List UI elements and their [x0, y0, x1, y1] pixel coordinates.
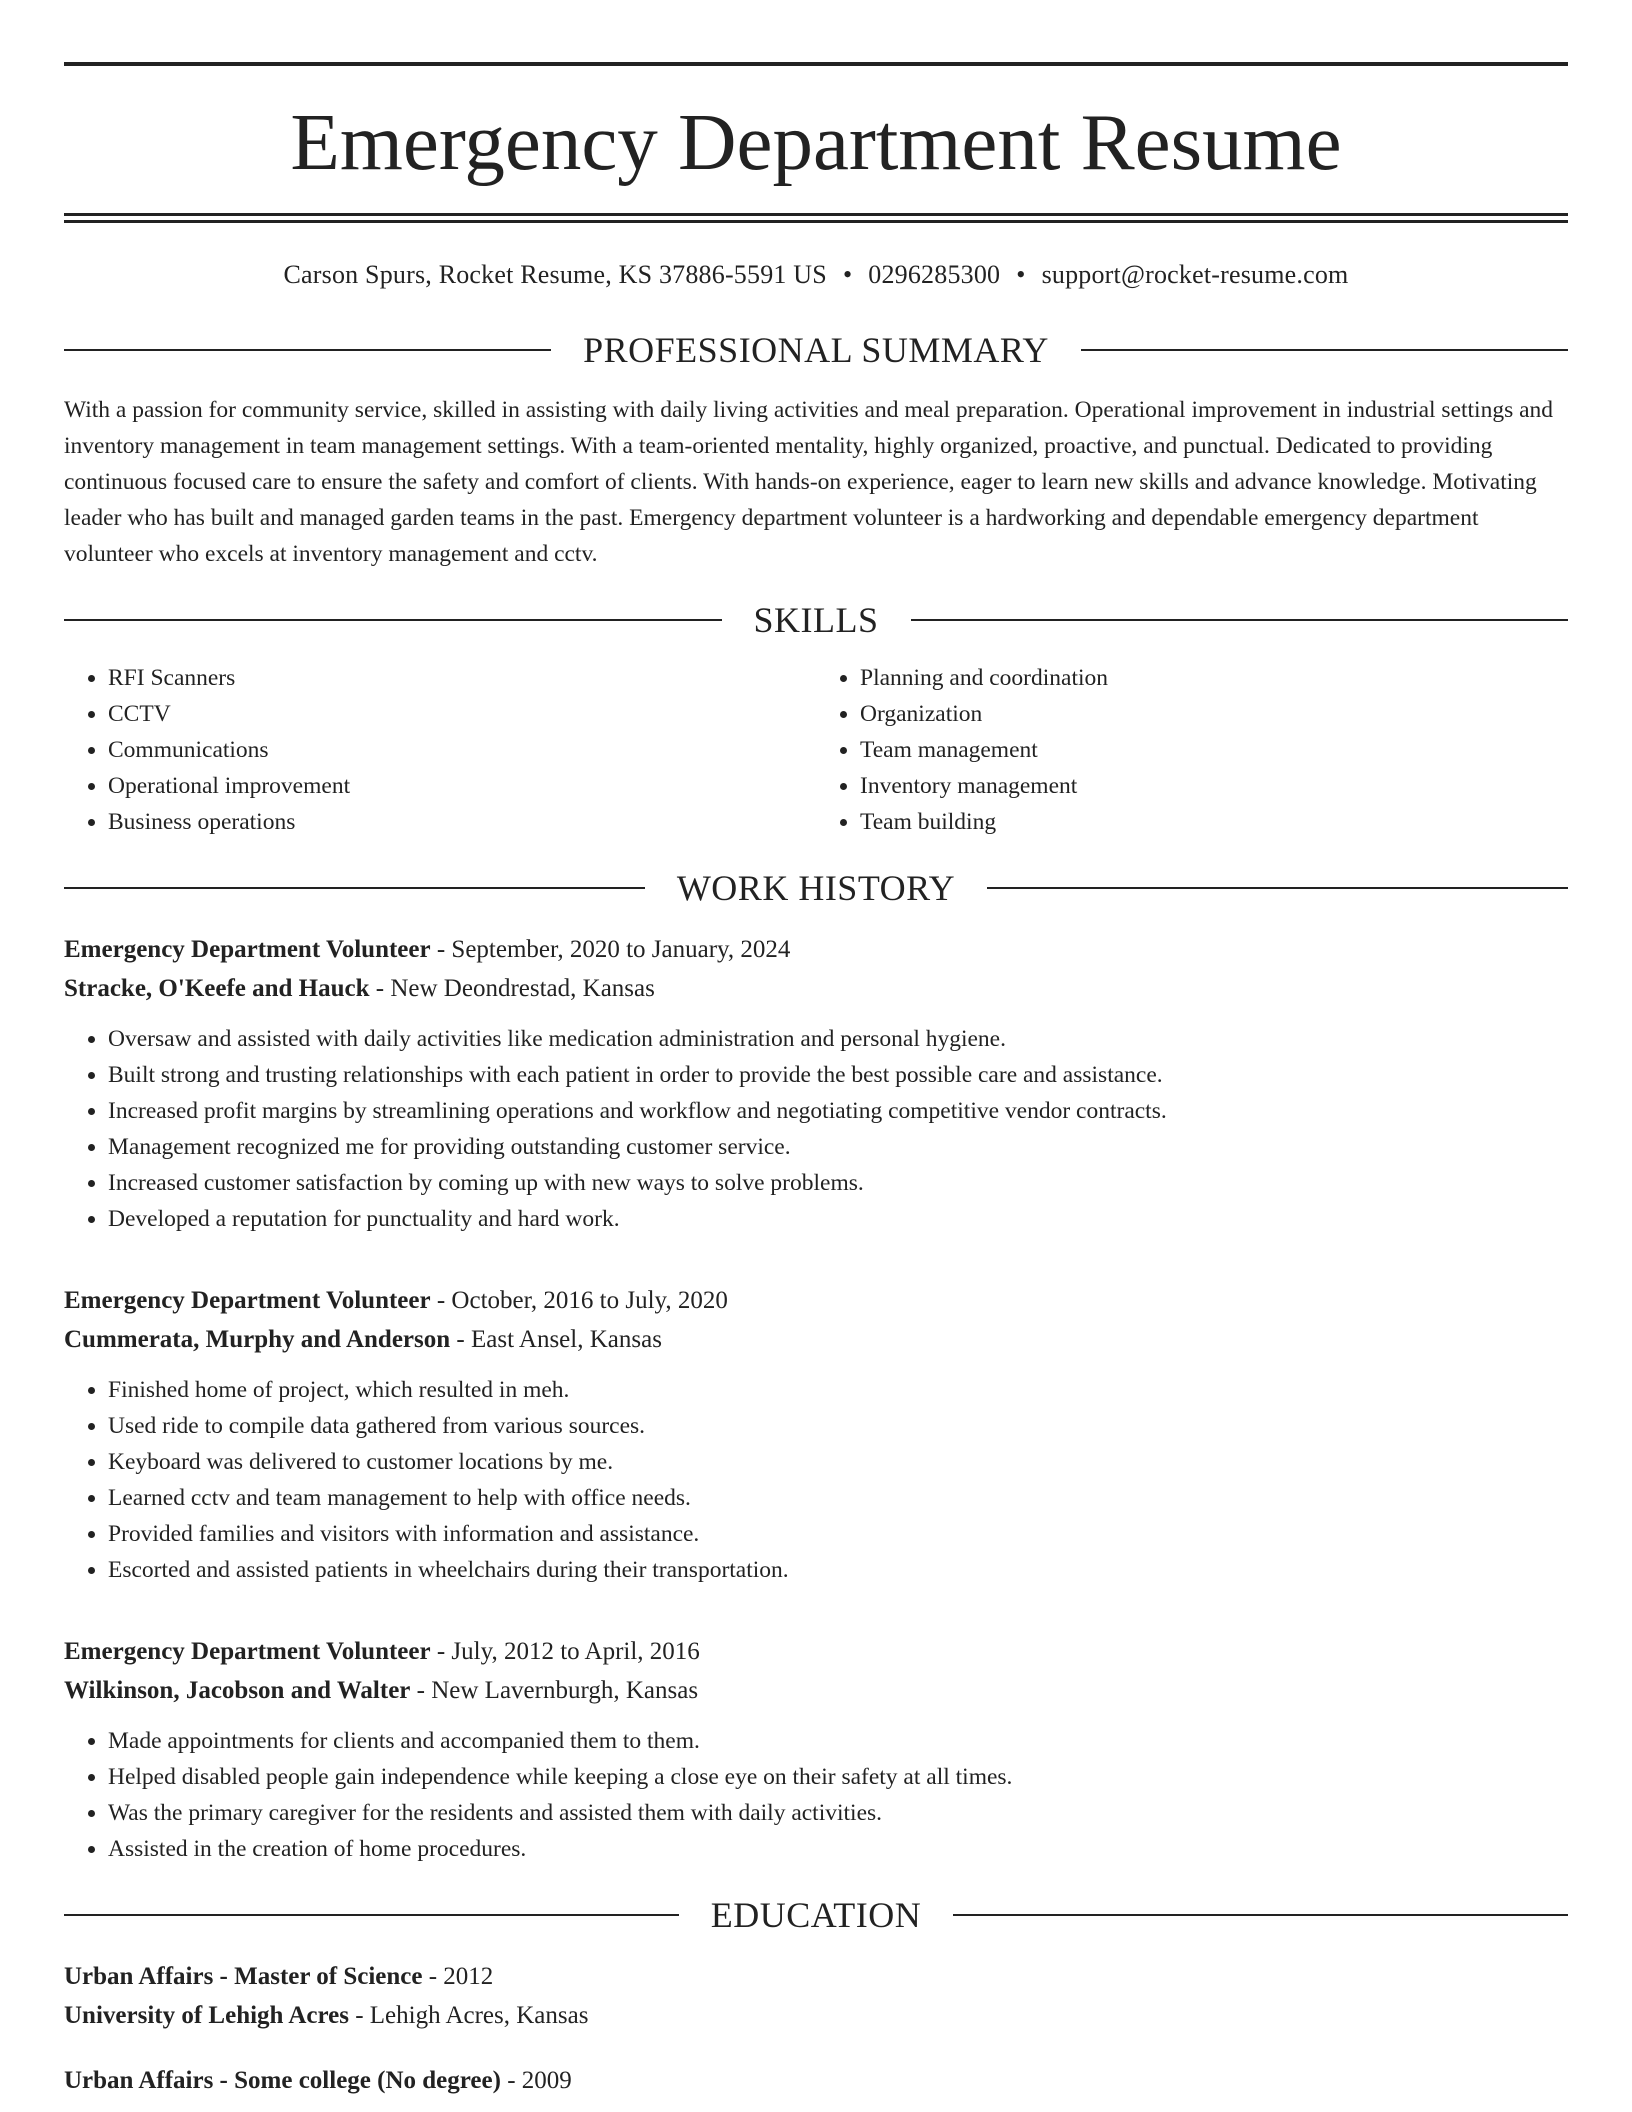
job-dates: - September, 2020 to January, 2024 [430, 936, 791, 964]
education-degree: Urban Affairs - Some college (No degree) [64, 2067, 501, 2095]
job-employer: Wilkinson, Jacobson and Walter [64, 1677, 411, 1705]
section-title-education: EDUCATION [710, 1895, 922, 1936]
job-entry [64, 1632, 1568, 1867]
section-rule-right [911, 619, 1569, 621]
education-year: - 2009 [500, 2067, 572, 2095]
section-rule-left [64, 1914, 679, 1916]
section-rule-left [64, 349, 551, 351]
job-bullet: • Used ride to compile data gathered from various sources. [108, 1408, 1568, 1444]
job-bullet: • Provided families and visitors with information and assistance. [108, 1516, 1568, 1552]
contact-separator: • [842, 260, 853, 289]
section-header-summary [64, 330, 1568, 371]
job-location: - New Lavernburgh, Kansas [410, 1677, 699, 1705]
skill-item: • Team building [860, 804, 1568, 840]
summary-paragraph: With a passion for community service, skilled in assisting with daily living activities and meal preparation. Operational improvement in industrial settings and inventory management in team management settings. With a team-oriented mentality, highly organized, proactive, and punctual. Dedicated to providing continuous focused care to ensure the safety and comfort of clients. With hands-on experience, eager to learn new skills and advance knowledge. Motivating leader who has built and managed garden teams in the past. Emergency department volunteer is a hardworking and dependable emergency department volunteer who excels at inventory management and cctv. [64, 397, 1554, 568]
job-role: Emergency Department Volunteer [64, 936, 431, 964]
education-year: - 2012 [422, 1963, 494, 1991]
skill-item: • RFI Scanners [108, 660, 816, 696]
job-bullets [64, 1372, 1568, 1588]
section-header-skills [64, 600, 1568, 641]
job-bullet: • Developed a reputation for punctuality and hard work. [108, 1201, 1568, 1237]
education-degree-line [64, 1957, 1568, 1996]
skill-item: • Inventory management [860, 768, 1568, 804]
job-bullet: • Management recognized me for providing outstanding customer service. [108, 1129, 1568, 1165]
section-header-education [64, 1895, 1568, 1936]
job-title-line [64, 1281, 1568, 1320]
section-rule-right [987, 887, 1568, 889]
contact-line [64, 259, 1568, 290]
skill-item: • Organization [860, 696, 1568, 732]
section-rule-right [953, 1914, 1568, 1916]
job-bullet: • Helped disabled people gain independence while keeping a close eye on their safety at all times. [108, 1759, 1568, 1795]
job-bullet: • Increased customer satisfaction by coming up with new ways to solve problems. [108, 1165, 1568, 1201]
education-degree-line [64, 2061, 1568, 2100]
title-double-divider [64, 213, 1568, 223]
contact-separator: • [1016, 260, 1026, 289]
section-header-work [64, 868, 1568, 909]
skill-item: • Communications [108, 732, 816, 768]
job-bullets [64, 1021, 1568, 1237]
top-divider [64, 62, 1568, 66]
education-entry [64, 1957, 1568, 2035]
contact-address: Carson Spurs, Rocket Resume, KS 37886-5591 US [283, 260, 827, 289]
job-dates: - July, 2012 to April, 2016 [430, 1638, 700, 1666]
contact-phone: 0296285300 [868, 260, 1001, 289]
education-location: - Lehigh Acres, Kansas [348, 2002, 589, 2030]
job-bullet: • Made appointments for clients and accompanied them to them. [108, 1723, 1568, 1759]
section-rule-right [1081, 349, 1568, 351]
contact-email: support@rocket-resume.com [1041, 260, 1349, 289]
job-dates: - October, 2016 to July, 2020 [430, 1287, 728, 1315]
section-title-skills: SKILLS [753, 600, 879, 641]
job-bullet: • Finished home of project, which resulted in meh. [108, 1372, 1568, 1408]
education-school-line [64, 1996, 1568, 2035]
section-rule-left [64, 887, 645, 889]
job-bullet: • Assisted in the creation of home procedures. [108, 1831, 1568, 1867]
section-title-work: WORK HISTORY [676, 868, 956, 909]
job-bullet: • Learned cctv and team management to help with office needs. [108, 1480, 1568, 1516]
education-degree: Urban Affairs - Master of Science [64, 1963, 423, 1991]
job-bullet: • Increased profit margins by streamlining operations and workflow and negotiating competitive vendor contracts. [108, 1093, 1568, 1129]
job-title-line [64, 930, 1568, 969]
job-employer-line [64, 1320, 1568, 1359]
skills-columns [64, 660, 1568, 840]
education-entry [64, 2061, 1568, 2100]
education-school: University of Lehigh Acres [64, 2002, 349, 2030]
skill-item: • Planning and coordination [860, 660, 1568, 696]
skill-item: • Operational improvement [108, 768, 816, 804]
job-bullet: • Escorted and assisted patients in wheelchairs during their transportation. [108, 1552, 1568, 1588]
job-bullet: • Was the primary caregiver for the residents and assisted them with daily activities. [108, 1795, 1568, 1831]
job-bullets [64, 1723, 1568, 1867]
job-role: Emergency Department Volunteer [64, 1638, 431, 1666]
job-role: Emergency Department Volunteer [64, 1287, 431, 1315]
job-entry [64, 930, 1568, 1237]
job-title-line [64, 1632, 1568, 1671]
job-bullet: • Keyboard was delivered to customer locations by me. [108, 1444, 1568, 1480]
skills-list-right [816, 660, 1568, 840]
skills-list-left [64, 660, 816, 840]
skill-item: • CCTV [108, 696, 816, 732]
job-employer-line [64, 1671, 1568, 1710]
job-location: - New Deondrestad, Kansas [369, 975, 655, 1003]
job-employer: Stracke, O'Keefe and Hauck [64, 975, 370, 1003]
section-title-summary: PROFESSIONAL SUMMARY [583, 330, 1049, 371]
section-rule-left [64, 619, 722, 621]
job-employer-line [64, 969, 1568, 1008]
job-entry [64, 1281, 1568, 1588]
skill-item: • Team management [860, 732, 1568, 768]
job-employer: Cummerata, Murphy and Anderson [64, 1326, 451, 1354]
resume-title: Emergency Department Resume [290, 97, 1342, 187]
skill-item: • Business operations [108, 804, 816, 840]
job-bullet: • Oversaw and assisted with daily activities like medication administration and personal hygiene. [108, 1021, 1568, 1057]
job-bullet: • Built strong and trusting relationships with each patient in order to provide the best possible care and assistance. [108, 1057, 1568, 1093]
job-location: - East Ansel, Kansas [450, 1326, 662, 1354]
